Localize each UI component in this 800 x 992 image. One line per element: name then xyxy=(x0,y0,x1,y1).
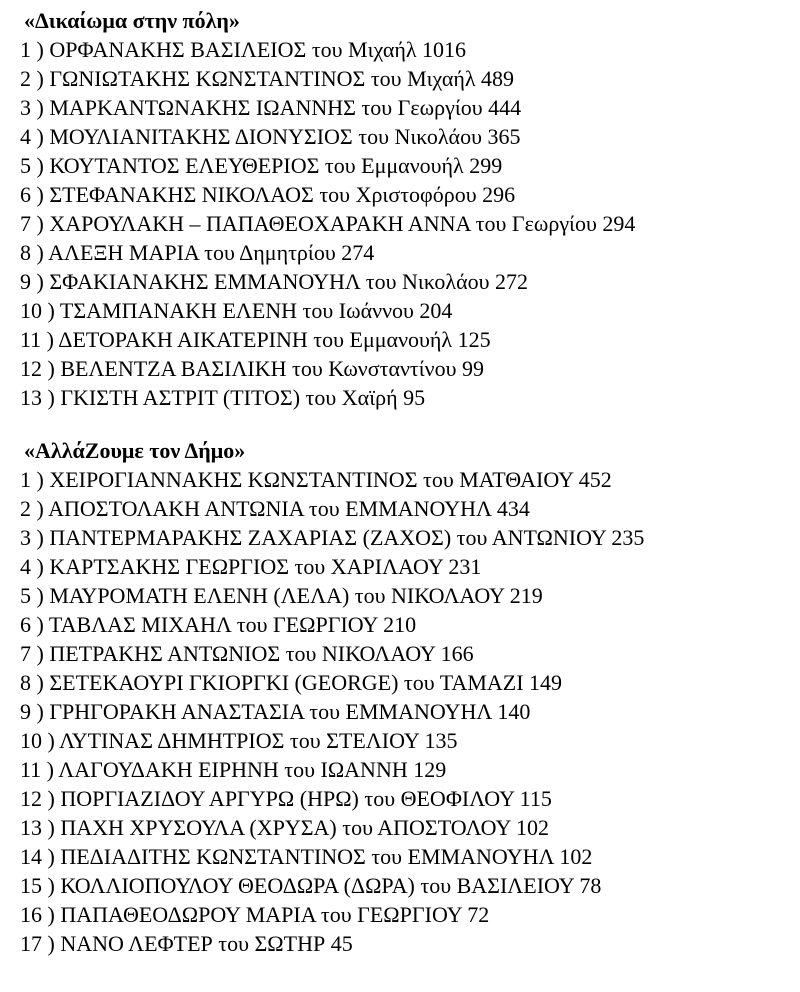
list-item: 6 ) ΣΤΕΦΑΝΑΚΗΣ ΝΙΚΟΛΑΟΣ του Χριστοφόρου 296 xyxy=(20,182,516,207)
list-item: 5 ) ΜΑΥΡΟΜΑΤΗ ΕΛΕΝΗ (ΛΕΛΑ) του ΝΙΚΟΛΑΟΥ 219 xyxy=(20,583,543,608)
list-item: 9 ) ΣΦΑΚΙΑΝΑΚΗΣ ΕΜΜΑΝΟΥΗΛ του Νικολάου 272 xyxy=(20,269,529,294)
list-item: 12 ) ΠΟΡΓΙΑΖΙΔΟΥ ΑΡΓΥΡΩ (ΗΡΩ) του ΘΕΟΦΙΛΟΥ 115 xyxy=(20,786,552,811)
list-item: 15 ) ΚΟΛΛΙΟΠΟΥΛΟΥ ΘΕΟΔΩΡΑ (ΔΩΡΑ) του ΒΑΣΙΛΕΙΟΥ 78 xyxy=(20,873,602,898)
list-item: 2 ) ΓΩΝΙΩΤΑΚΗΣ ΚΩΝΣΤΑΝΤΙΝΟΣ του Μιχαήλ 489 xyxy=(20,66,515,91)
list-item: 11 ) ΔΕΤΟΡΑΚΗ ΑΙΚΑΤΕΡΙΝΗ του Εμμανουήλ 125 xyxy=(20,327,491,352)
list-item: 12 ) ΒΕΛΕΝΤΖΑ ΒΑΣΙΛΙΚΗ του Κωνσταντίνου 99 xyxy=(20,356,485,381)
document xyxy=(20,6,796,958)
list-item: 1 ) ΟΡΦΑΝΑΚΗΣ ΒΑΣΙΛΕΙΟΣ του Μιχαήλ 1016 xyxy=(20,37,467,62)
list-item: 4 ) ΚΑΡΤΣΑΚΗΣ ΓΕΩΡΓΙΟΣ του ΧΑΡΙΛΑΟΥ 231 xyxy=(20,554,482,579)
section-spacer xyxy=(20,412,796,436)
section-title: «Δικαίωμα στην πόλη» xyxy=(24,8,240,33)
list-item: 1 ) ΧΕΙΡΟΓΙΑΝΝΑΚΗΣ ΚΩΝΣΤΑΝΤΙΝΟΣ του ΜΑΤΘΑΙΟΥ 452 xyxy=(20,467,612,492)
section-dikaioma-stin-poli xyxy=(20,6,796,412)
list-item: 8 ) ΑΛΕΞΗ ΜΑΡΙΑ του Δημητρίου 274 xyxy=(20,240,375,265)
list-item: 10 ) ΤΣΑΜΠΑΝΑΚΗ ΕΛΕΝΗ του Ιωάννου 204 xyxy=(20,298,453,323)
list-item: 3 ) ΜΑΡΚΑΝΤΩΝΑΚΗΣ ΙΩΑΝΝΗΣ του Γεωργίου 444 xyxy=(20,95,522,120)
list-item: 8 ) ΣΕΤΕΚΑΟΥΡΙ ΓΚΙΟΡΓΚΙ (GEORGE) του ΤΑΜΑΖΙ 149 xyxy=(20,670,563,695)
list-item: 11 ) ΛΑΓΟΥΔΑΚΗ ΕΙΡΗΝΗ του ΙΩΑΝΝΗ 129 xyxy=(20,757,447,782)
list-item: 17 ) ΝΑΝΟ ΛΕΦΤΕΡ του ΣΩΤΗΡ 45 xyxy=(20,931,353,956)
list-item: 5 ) ΚΟΥΤΑΝΤΟΣ ΕΛΕΥΘΕΡΙΟΣ του Εμμανουήλ 299 xyxy=(20,153,503,178)
section-allazoume-ton-dimo xyxy=(20,436,796,958)
list-item: 14 ) ΠΕΔΙΑΔΙΤΗΣ ΚΩΝΣΤΑΝΤΙΝΟΣ του ΕΜΜΑΝΟΥΗΛ 102 xyxy=(20,844,593,869)
section-title: «ΑλλάΖουμε τον Δήμο» xyxy=(24,438,246,463)
list-item: 13 ) ΠΑΧΗ ΧΡΥΣΟΥΛΑ (ΧΡΥΣΑ) του ΑΠΟΣΤΟΛΟΥ 102 xyxy=(20,815,550,840)
list-item: 7 ) ΠΕΤΡΑΚΗΣ ΑΝΤΩΝΙΟΣ του ΝΙΚΟΛΑΟΥ 166 xyxy=(20,641,474,666)
list-item: 13 ) ΓΚΙΣΤΗ ΑΣΤΡΙΤ (ΤΙΤΟΣ) του Χαϊρή 95 xyxy=(20,385,426,410)
list-item: 9 ) ΓΡΗΓΟΡΑΚΗ ΑΝΑΣΤΑΣΙΑ του ΕΜΜΑΝΟΥΗΛ 140 xyxy=(20,699,531,724)
candidate-list xyxy=(20,465,796,958)
list-item: 2 ) ΑΠΟΣΤΟΛΑΚΗ ΑΝΤΩΝΙΑ του ΕΜΜΑΝΟΥΗΛ 434 xyxy=(20,496,530,521)
list-item: 16 ) ΠΑΠΑΘΕΟΔΩΡΟΥ ΜΑΡΙΑ του ΓΕΩΡΓΙΟΥ 72 xyxy=(20,902,490,927)
candidate-list xyxy=(20,35,796,412)
list-item: 4 ) ΜΟΥΛΙΑΝΙΤΑΚΗΣ ΔΙΟΝΥΣΙΟΣ του Νικολάου 365 xyxy=(20,124,521,149)
list-item: 3 ) ΠΑΝΤΕΡΜΑΡΑΚΗΣ ΖΑΧΑΡΙΑΣ (ΖΑΧΟΣ) του ΑΝΤΩΝΙΟΥ 235 xyxy=(20,525,645,550)
list-item: 10 ) ΛΥΤΙΝΑΣ ΔΗΜΗΤΡΙΟΣ του ΣΤΕΛΙΟΥ 135 xyxy=(20,728,458,753)
list-item: 6 ) ΤΑΒΛΑΣ ΜΙΧΑΗΛ του ΓΕΩΡΓΙΟΥ 210 xyxy=(20,612,417,637)
list-item: 7 ) ΧΑΡΟΥΛΑΚΗ – ΠΑΠΑΘΕΟΧΑΡΑΚΗ ΑΝΝΑ του Γεωργίου 294 xyxy=(20,211,636,236)
